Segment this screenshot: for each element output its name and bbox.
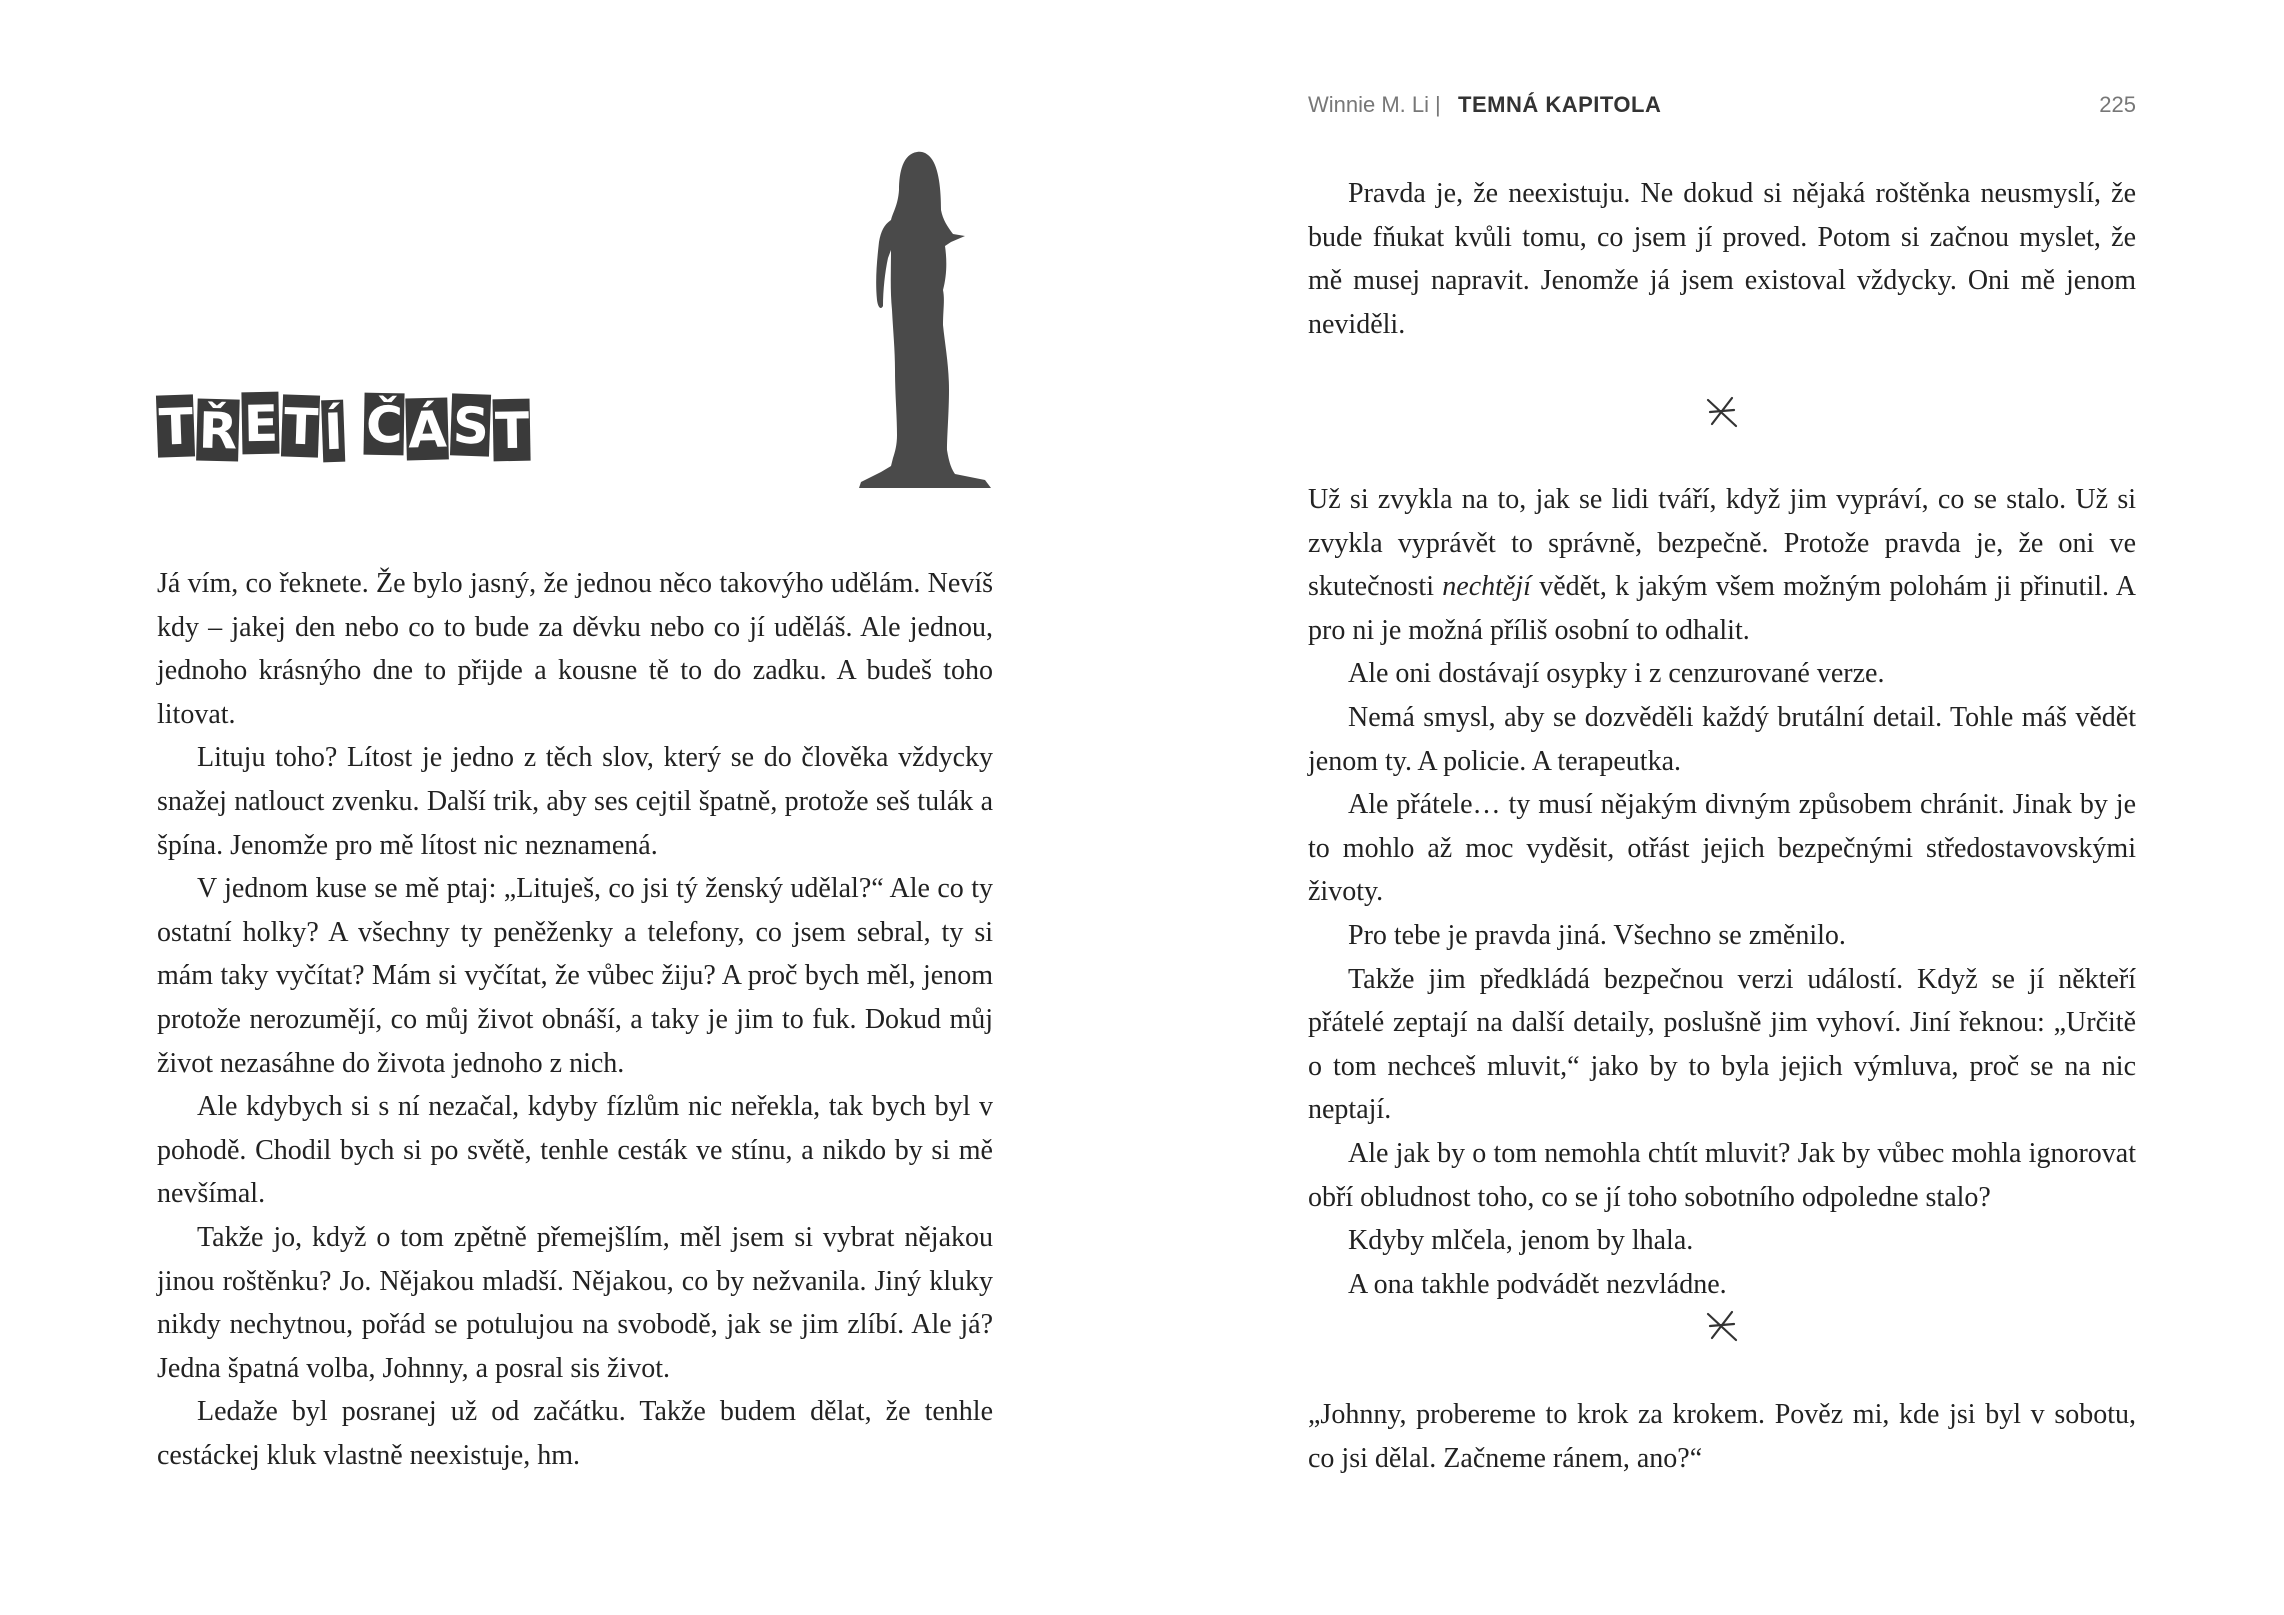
part-title-letter: S bbox=[450, 393, 491, 456]
paragraph: Pro tebe je pravda jiná. Všechno se změnilo. bbox=[1348, 919, 1846, 951]
paragraph-part: vědět, k jakým všem možným polohám ji přinutil. A pro ni je možná příliš osobní to odhalit. bbox=[1308, 571, 2136, 646]
part-title-letter: T bbox=[156, 394, 195, 457]
part-title-space bbox=[347, 395, 361, 457]
paragraph: Takže jim předkládá bezpečnou verzi událostí. Když se jí někteří přátelé zeptají na další detaily, poslušně jim vyhoví. Jiní řeknou: „Určitě o tom nechceš mluvit,“ jako by to byla jejich výmluva, proč se na nic neptají. bbox=[1308, 963, 2136, 1126]
running-header bbox=[1308, 88, 2136, 124]
scene-break-star-icon bbox=[1702, 392, 1742, 432]
header-book-title: TEMNÁ KAPITOLA bbox=[1458, 92, 1662, 117]
scene-break-star-icon bbox=[1702, 1306, 1742, 1346]
paragraph: Ale přátele… ty musí nějakým divným způsobem chránit. Jinak by je to mohlo až moc vyděsit, otřást jejich bezpečnými středostavovskými životy. bbox=[1308, 789, 2136, 908]
paragraph: Já vím, co řeknete. Že bylo jasný, že jednou něco takovýho udělám. Nevíš kdy – jakej den nebo co to bude za děvku nebo co jí uděláš. Ale jednou, jednoho krásnýho dne to přijde a kousne tě to do zadku. A budeš toho litovat. bbox=[157, 568, 993, 730]
part-title-letter: T bbox=[492, 399, 530, 462]
paragraph: Ale kdybych si s ní nezačal, kdyby fízlům nic neřekla, tak bych byl v pohodě. Chodil bych si po světě, tenhle cesták ve stínu, a nikdo by si mě nevšímal. bbox=[157, 1091, 993, 1210]
paragraph bbox=[1308, 478, 2136, 652]
part-title-letter: T bbox=[281, 394, 320, 457]
paragraph: Ale jak by o tom nemohla chtít mluvit? Jak by vůbec mohla ignorovat obří obludnost toho, co se jí toho sobotního odpoledne stalo? bbox=[1308, 1137, 2136, 1213]
part-title bbox=[157, 394, 530, 462]
paragraph: Lituju toho? Lítost je jedno z těch slov, který se do člověka vždycky snažej natlouct zvenku. Další trik, aby ses cejtil špatně, protože seš tulák a špína. Jenomže pro mě lítost nic neznamená. bbox=[157, 742, 993, 861]
woman-silhouette-icon bbox=[855, 150, 995, 490]
right-text-block-2 bbox=[1308, 478, 2136, 1306]
emphasis: nechtějí bbox=[1442, 571, 1531, 603]
paragraph: V jednom kuse se mě ptaj: „Lituješ, co jsi tý ženský udělal?“ Ale co ty ostatní holky? A všechny ty peněženky a telefony, co jsem sebral, ty si mám taky vyčítat? Mám si vyčítat, že vůbec žiju? A proč bych měl, jenom protože nerozumějí, co můj život obnáší, a taky je jim to fuk. Dokud můj život nezasáhne do života jednoho z nich. bbox=[157, 873, 993, 1079]
right-text-block-3 bbox=[1308, 1393, 2136, 1480]
paragraph: „Johnny, probereme to krok za krokem. Pověz mi, kde jsi byl v sobotu, co jsi dělal. Začneme ránem, ano?“ bbox=[1308, 1399, 2136, 1474]
paragraph: Takže jo, když o tom zpětně přemejšlím, měl jsem si vybrat nějakou jinou roštěnku? Jo. Nějakou mladší. Nějakou, co by nežvanila. Jiný kluky nikdy nechytnou, pořád se potulujou na svobodě, jak se jim zlíbí. Ale já? Jedna špatná volba, Johnny, a posral sis život. bbox=[157, 1221, 993, 1384]
paragraph: Ale oni dostávají osypky i z cenzurované verze. bbox=[1348, 658, 1885, 690]
paragraph-part: Už si zvykla na to, jak se lidi tváří, když jim vypráví, co se stalo. Už si zvykla vyprávět to správně, bezpečně. Protože pravda je, že oni ve skutečnosti bbox=[1308, 484, 2136, 603]
paragraph: Pravda je, že neexistuju. Ne dokud si nějaká roštěnka neusmyslí, že bude fňukat kvůli tomu, co jsem jí proved. Potom si začnou myslet, že mě musej napravit. Jenomže já jsem existoval vždycky. Oni mě jenom neviděli. bbox=[1308, 178, 2136, 340]
right-text-block-1 bbox=[1308, 172, 2136, 346]
paragraph: Nemá smysl, aby se dozvěděli každý brutální detail. Tohle máš vědět jenom ty. A policie. A terapeutka. bbox=[1308, 701, 2136, 777]
page-number: 225 bbox=[2099, 92, 2136, 117]
paragraph: Ledaže byl posranej už od začátku. Takže budem dělat, že tenhle cestáckej kluk vlastně neexistuje, hm. bbox=[157, 1396, 993, 1471]
header-separator: | bbox=[1435, 92, 1441, 117]
part-title-letter: Í bbox=[321, 400, 345, 463]
part-title-letter: E bbox=[241, 392, 279, 455]
part-title-letter: Č bbox=[363, 393, 404, 456]
header-author: Winnie M. Li bbox=[1308, 92, 1430, 117]
part-title-letter: Ř bbox=[196, 398, 239, 461]
paragraph: A ona takhle podvádět nezvládne. bbox=[1348, 1268, 1727, 1300]
paragraph: Kdyby mlčela, jenom by lhala. bbox=[1348, 1225, 1694, 1257]
left-page-text bbox=[157, 562, 993, 1477]
part-title-letter: Á bbox=[405, 397, 448, 460]
